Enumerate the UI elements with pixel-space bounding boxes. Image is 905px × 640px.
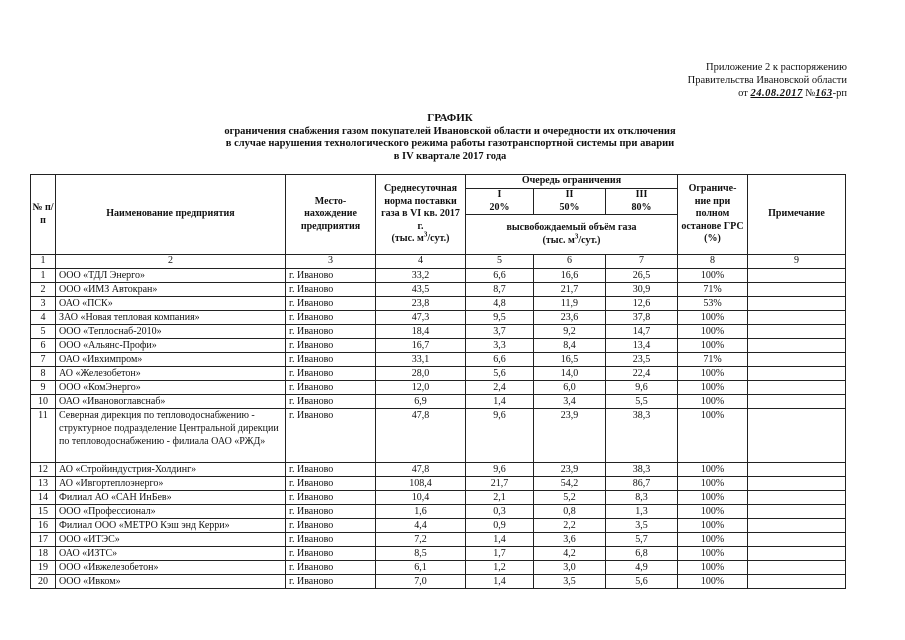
appendix-note bbox=[688, 61, 847, 100]
cell-note bbox=[748, 352, 846, 366]
gas-restriction-table bbox=[30, 174, 846, 589]
cell-norm: 47,3 bbox=[376, 310, 466, 324]
table-row bbox=[31, 462, 846, 476]
cell-queue-2: 23,9 bbox=[534, 408, 606, 462]
table-row bbox=[31, 574, 846, 588]
cell-limit: 100% bbox=[678, 490, 748, 504]
cell-queue-3: 9,6 bbox=[606, 380, 678, 394]
cell-queue-3: 3,5 bbox=[606, 518, 678, 532]
table-row bbox=[31, 324, 846, 338]
cell-name: ООО «Теплоснаб-2010» bbox=[56, 324, 286, 338]
cell-queue-2: 9,2 bbox=[534, 324, 606, 338]
cell-location: г. Иваново bbox=[286, 366, 376, 380]
cell-queue-1: 3,7 bbox=[466, 324, 534, 338]
cell-norm: 47,8 bbox=[376, 408, 466, 462]
cell-limit: 100% bbox=[678, 462, 748, 476]
cell-num: 13 bbox=[31, 476, 56, 490]
cell-norm: 33,1 bbox=[376, 352, 466, 366]
table-row bbox=[31, 296, 846, 310]
cell-queue-1: 6,6 bbox=[466, 268, 534, 282]
cell-name: ООО «ТДЛ Энерго» bbox=[56, 268, 286, 282]
cell-num: 16 bbox=[31, 518, 56, 532]
cell-name: Филиал ООО «МЕТРО Кэш энд Керри» bbox=[56, 518, 286, 532]
cell-queue-3: 26,5 bbox=[606, 268, 678, 282]
cell-limit: 100% bbox=[678, 338, 748, 352]
title-line2: в случае нарушения технологического режима работы газотранспортной системы при аварии bbox=[225, 138, 675, 150]
cell-name: ООО «КомЭнерго» bbox=[56, 380, 286, 394]
cell-queue-1: 21,7 bbox=[466, 476, 534, 490]
cell-note bbox=[748, 394, 846, 408]
cell-note bbox=[748, 310, 846, 324]
cell-queue-3: 14,7 bbox=[606, 324, 678, 338]
cell-location: г. Иваново bbox=[286, 560, 376, 574]
cell-norm: 43,5 bbox=[376, 282, 466, 296]
cell-norm: 12,0 bbox=[376, 380, 466, 394]
title-heading: ГРАФИК bbox=[427, 112, 473, 124]
table-row bbox=[31, 310, 846, 324]
cell-location: г. Иваново bbox=[286, 462, 376, 476]
cell-name: ООО «Ивжелезобетон» bbox=[56, 560, 286, 574]
cell-queue-3: 6,8 bbox=[606, 546, 678, 560]
column-number-row: 1 2 3 4 5 6 7 8 9 bbox=[31, 255, 846, 269]
cell-name: ООО «Профессионал» bbox=[56, 504, 286, 518]
cell-limit: 100% bbox=[678, 574, 748, 588]
table-row bbox=[31, 490, 846, 504]
cell-queue-3: 4,9 bbox=[606, 560, 678, 574]
cell-queue-1: 1,7 bbox=[466, 546, 534, 560]
appendix-number: 163 bbox=[815, 88, 833, 99]
cell-note bbox=[748, 268, 846, 282]
cell-note bbox=[748, 324, 846, 338]
cell-num: 2 bbox=[31, 282, 56, 296]
cell-location: г. Иваново bbox=[286, 296, 376, 310]
cell-note bbox=[748, 546, 846, 560]
header-queue-group: Очередь ограничения bbox=[466, 175, 678, 189]
cell-name: ОАО «ИЗТС» bbox=[56, 546, 286, 560]
cell-norm: 16,7 bbox=[376, 338, 466, 352]
cell-limit: 100% bbox=[678, 394, 748, 408]
cell-name: ООО «ИТЭС» bbox=[56, 532, 286, 546]
cell-norm: 108,4 bbox=[376, 476, 466, 490]
header-norm: Среднесуточная норма поставки газа в VI кв. 2017 г. (тыс. $м^3/сут$.) bbox=[376, 175, 466, 255]
title-line1: ограничения снабжения газом покупателей Ивановской области и очередности их отключения bbox=[224, 125, 676, 137]
cell-norm: 1,6 bbox=[376, 504, 466, 518]
cell-queue-2: 23,9 bbox=[534, 462, 606, 476]
cell-queue-1: 6,6 bbox=[466, 352, 534, 366]
cell-norm: 33,2 bbox=[376, 268, 466, 282]
cell-limit: 100% bbox=[678, 408, 748, 462]
cell-norm: 23,8 bbox=[376, 296, 466, 310]
cell-location: г. Иваново bbox=[286, 310, 376, 324]
cell-name: ООО «Альянс-Профи» bbox=[56, 338, 286, 352]
cell-note bbox=[748, 296, 846, 310]
cell-queue-3: 1,3 bbox=[606, 504, 678, 518]
header-note: Примечание bbox=[748, 175, 846, 255]
cell-queue-2: 4,2 bbox=[534, 546, 606, 560]
cell-location: г. Иваново bbox=[286, 380, 376, 394]
cell-name: ОАО «Ивхимпром» bbox=[56, 352, 286, 366]
table-row bbox=[31, 268, 846, 282]
cell-queue-2: 3,4 bbox=[534, 394, 606, 408]
cell-limit: 100% bbox=[678, 504, 748, 518]
cell-queue-3: 5,7 bbox=[606, 532, 678, 546]
cell-location: г. Иваново bbox=[286, 352, 376, 366]
cell-norm: 4,4 bbox=[376, 518, 466, 532]
cell-queue-1: 1,4 bbox=[466, 532, 534, 546]
cell-queue-1: 9,5 bbox=[466, 310, 534, 324]
cell-queue-3: 86,7 bbox=[606, 476, 678, 490]
cell-num: 6 bbox=[31, 338, 56, 352]
cell-limit: 100% bbox=[678, 518, 748, 532]
cell-queue-2: 23,6 bbox=[534, 310, 606, 324]
cell-location: г. Иваново bbox=[286, 574, 376, 588]
cell-queue-1: 1,2 bbox=[466, 560, 534, 574]
header-name: Наименование предприятия bbox=[56, 175, 286, 255]
appendix-line2: Правительства Ивановской области bbox=[687, 75, 847, 86]
cell-limit: 71% bbox=[678, 352, 748, 366]
cell-queue-3: 30,9 bbox=[606, 282, 678, 296]
cell-norm: 6,9 bbox=[376, 394, 466, 408]
cell-name: Филиал АО «САН ИнБев» bbox=[56, 490, 286, 504]
cell-limit: 100% bbox=[678, 560, 748, 574]
cell-name: ООО «Ивком» bbox=[56, 574, 286, 588]
cell-location: г. Иваново bbox=[286, 476, 376, 490]
cell-queue-2: 16,5 bbox=[534, 352, 606, 366]
appendix-line3: от 24.08.2017 №163-рп bbox=[738, 88, 847, 99]
cell-limit: 100% bbox=[678, 476, 748, 490]
cell-queue-2: 2,2 bbox=[534, 518, 606, 532]
cell-queue-3: 23,5 bbox=[606, 352, 678, 366]
cell-location: г. Иваново bbox=[286, 268, 376, 282]
cell-queue-3: 5,5 bbox=[606, 394, 678, 408]
cell-name: ОАО «ПСК» bbox=[56, 296, 286, 310]
cell-queue-2: 3,0 bbox=[534, 560, 606, 574]
cell-norm: 7,0 bbox=[376, 574, 466, 588]
cell-norm: 28,0 bbox=[376, 366, 466, 380]
cell-name: ООО «ИМЗ Автокран» bbox=[56, 282, 286, 296]
cell-queue-1: 8,7 bbox=[466, 282, 534, 296]
header-location: Место-нахождение предприятия bbox=[286, 175, 376, 255]
cell-num: 5 bbox=[31, 324, 56, 338]
table-row bbox=[31, 560, 846, 574]
cell-note bbox=[748, 462, 846, 476]
appendix-date: 24.08.2017 bbox=[750, 88, 803, 99]
cell-name: ЗАО «Новая тепловая компания» bbox=[56, 310, 286, 324]
appendix-line1: Приложение 2 к распоряжению bbox=[706, 62, 847, 73]
header-queue-1: I 20% bbox=[466, 189, 534, 215]
cell-num: 1 bbox=[31, 268, 56, 282]
cell-num: 12 bbox=[31, 462, 56, 476]
cell-location: г. Иваново bbox=[286, 546, 376, 560]
cell-queue-2: 3,5 bbox=[534, 574, 606, 588]
header-queue-3: III 80% bbox=[606, 189, 678, 215]
cell-limit: 100% bbox=[678, 532, 748, 546]
cell-limit: 71% bbox=[678, 282, 748, 296]
cell-queue-2: 8,4 bbox=[534, 338, 606, 352]
cell-limit: 100% bbox=[678, 380, 748, 394]
cell-num: 3 bbox=[31, 296, 56, 310]
header-num: № п/п bbox=[31, 175, 56, 255]
cell-queue-1: 2,1 bbox=[466, 490, 534, 504]
cell-queue-1: 5,6 bbox=[466, 366, 534, 380]
cell-limit: 100% bbox=[678, 324, 748, 338]
cell-queue-2: 11,9 bbox=[534, 296, 606, 310]
cell-location: г. Иваново bbox=[286, 324, 376, 338]
cell-location: г. Иваново bbox=[286, 282, 376, 296]
cell-location: г. Иваново bbox=[286, 518, 376, 532]
cell-queue-1: 9,6 bbox=[466, 408, 534, 462]
table-row bbox=[31, 504, 846, 518]
cell-queue-1: 1,4 bbox=[466, 394, 534, 408]
cell-note bbox=[748, 380, 846, 394]
cell-queue-1: 4,8 bbox=[466, 296, 534, 310]
cell-queue-2: 3,6 bbox=[534, 532, 606, 546]
cell-queue-3: 5,6 bbox=[606, 574, 678, 588]
cell-name: АО «Ивгортеплоэнерго» bbox=[56, 476, 286, 490]
table-row bbox=[31, 352, 846, 366]
cell-queue-1: 0,9 bbox=[466, 518, 534, 532]
cell-num: 14 bbox=[31, 490, 56, 504]
cell-num: 7 bbox=[31, 352, 56, 366]
cell-norm: 18,4 bbox=[376, 324, 466, 338]
cell-num: 4 bbox=[31, 310, 56, 324]
cell-limit: 100% bbox=[678, 546, 748, 560]
cell-norm: 10,4 bbox=[376, 490, 466, 504]
cell-queue-2: 14,0 bbox=[534, 366, 606, 380]
cell-norm: 6,1 bbox=[376, 560, 466, 574]
cell-location: г. Иваново bbox=[286, 338, 376, 352]
table-row bbox=[31, 546, 846, 560]
cell-name: АО «Стройиндустрия-Холдинг» bbox=[56, 462, 286, 476]
cell-name: ОАО «Ивановоглавснаб» bbox=[56, 394, 286, 408]
cell-note bbox=[748, 476, 846, 490]
table-body bbox=[31, 268, 846, 588]
header-limit: Ограниче-ние при полном останове ГРС (%) bbox=[678, 175, 748, 255]
cell-note bbox=[748, 504, 846, 518]
cell-num: 9 bbox=[31, 380, 56, 394]
table-row bbox=[31, 394, 846, 408]
cell-queue-1: 3,3 bbox=[466, 338, 534, 352]
cell-queue-1: 2,4 bbox=[466, 380, 534, 394]
cell-num: 19 bbox=[31, 560, 56, 574]
cell-note bbox=[748, 408, 846, 462]
cell-queue-3: 37,8 bbox=[606, 310, 678, 324]
cell-note bbox=[748, 518, 846, 532]
cell-name: Северная дирекция по тепловодоснабжению - структурное подразделение Центральной дирекции по тепловодоснабжению - филиала ОАО «РЖД» bbox=[56, 408, 286, 462]
cell-note bbox=[748, 560, 846, 574]
cell-norm: 47,8 bbox=[376, 462, 466, 476]
cell-norm: 8,5 bbox=[376, 546, 466, 560]
cell-limit: 100% bbox=[678, 310, 748, 324]
cell-note bbox=[748, 282, 846, 296]
cell-num: 10 bbox=[31, 394, 56, 408]
cell-location: г. Иваново bbox=[286, 504, 376, 518]
table-row bbox=[31, 282, 846, 296]
cell-queue-1: 1,4 bbox=[466, 574, 534, 588]
table-row bbox=[31, 518, 846, 532]
cell-queue-2: 6,0 bbox=[534, 380, 606, 394]
cell-queue-2: 16,6 bbox=[534, 268, 606, 282]
cell-num: 15 bbox=[31, 504, 56, 518]
cell-location: г. Иваново bbox=[286, 408, 376, 462]
cell-queue-1: 9,6 bbox=[466, 462, 534, 476]
table-row bbox=[31, 476, 846, 490]
cell-queue-3: 22,4 bbox=[606, 366, 678, 380]
cell-num: 17 bbox=[31, 532, 56, 546]
cell-queue-2: 21,7 bbox=[534, 282, 606, 296]
table-row bbox=[31, 366, 846, 380]
cell-limit: 100% bbox=[678, 268, 748, 282]
cell-queue-3: 12,6 bbox=[606, 296, 678, 310]
cell-location: г. Иваново bbox=[286, 490, 376, 504]
table-row bbox=[31, 532, 846, 546]
cell-queue-1: 0,3 bbox=[466, 504, 534, 518]
document-title bbox=[150, 112, 750, 163]
cell-queue-2: 54,2 bbox=[534, 476, 606, 490]
cell-note bbox=[748, 490, 846, 504]
title-line3: в IV квартале 2017 года bbox=[393, 150, 507, 162]
header-released-volume: высвобождаемый объём газа (тыс. $м^3/сут$.) bbox=[466, 215, 678, 255]
table-row bbox=[31, 380, 846, 394]
cell-note bbox=[748, 366, 846, 380]
cell-note bbox=[748, 574, 846, 588]
cell-note bbox=[748, 338, 846, 352]
table-row bbox=[31, 408, 846, 462]
cell-queue-2: 0,8 bbox=[534, 504, 606, 518]
cell-num: 20 bbox=[31, 574, 56, 588]
table-row bbox=[31, 338, 846, 352]
cell-num: 18 bbox=[31, 546, 56, 560]
cell-norm: 7,2 bbox=[376, 532, 466, 546]
cell-location: г. Иваново bbox=[286, 532, 376, 546]
cell-limit: 53% bbox=[678, 296, 748, 310]
cell-queue-3: 13,4 bbox=[606, 338, 678, 352]
cell-queue-3: 38,3 bbox=[606, 462, 678, 476]
cell-queue-3: 38,3 bbox=[606, 408, 678, 462]
cell-location: г. Иваново bbox=[286, 394, 376, 408]
header-queue-2: II 50% bbox=[534, 189, 606, 215]
cell-name: АО «Железобетон» bbox=[56, 366, 286, 380]
cell-note bbox=[748, 532, 846, 546]
cell-limit: 100% bbox=[678, 366, 748, 380]
cell-queue-3: 8,3 bbox=[606, 490, 678, 504]
cell-num: 8 bbox=[31, 366, 56, 380]
cell-num: 11 bbox=[31, 408, 56, 462]
cell-queue-2: 5,2 bbox=[534, 490, 606, 504]
